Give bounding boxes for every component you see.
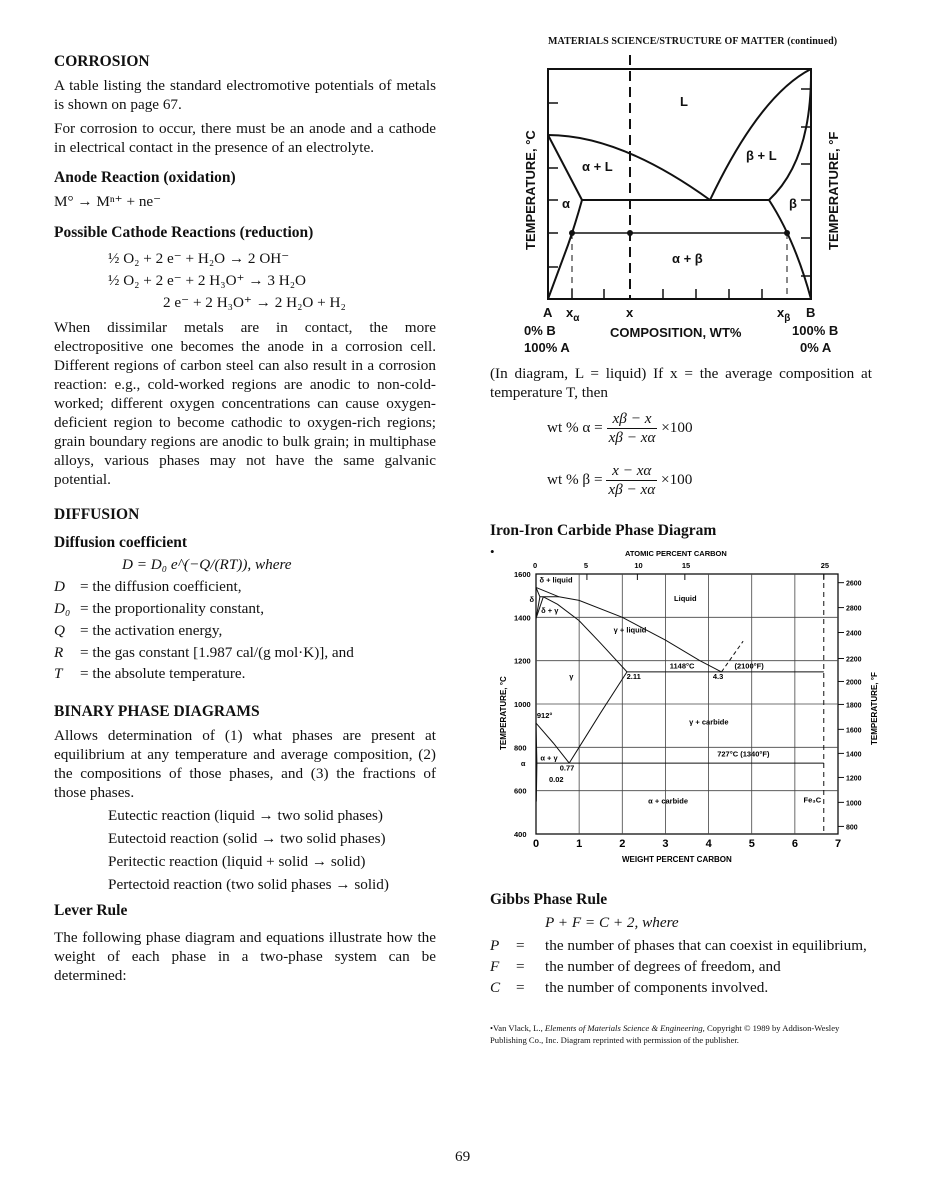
heading-cathode-reactions: Possible Cathode Reactions (reduction) <box>54 224 314 241</box>
diagram-annotation: 4.3 <box>712 672 724 682</box>
right-solvus <box>769 200 811 299</box>
y2-tick-label: 2200 <box>846 656 862 664</box>
x-tick-label: 0 <box>533 838 540 850</box>
heading-diffusion-coefficient: Diffusion coefficient <box>54 534 188 551</box>
lever-equation-beta <box>547 462 692 499</box>
def-equals: = <box>516 958 525 975</box>
eq-lhs: wt % β = <box>547 470 603 488</box>
region-label-alpha-liquid: α + L <box>582 159 613 174</box>
eq-denominator: xβ − xα <box>608 429 656 446</box>
x-axis-label: WEIGHT PERCENT CARBON <box>622 855 732 864</box>
tie-point <box>569 230 575 236</box>
lever-explanation: (In diagram, L = liquid) If x = the average composition at temperature T, then <box>490 365 872 401</box>
y2-tick-label: 1000 <box>846 800 862 808</box>
corrosion-paragraph-1: A table listing the standard electromotive potentials of metals is shown on page 67. <box>54 77 436 113</box>
heading-anode-reaction: Anode Reaction (oxidation) <box>54 169 236 186</box>
tie-point <box>784 230 790 236</box>
y-axis-label: TEMPERATURE, °C <box>499 676 508 750</box>
heading-gibbs-phase-rule: Gibbs Phase Rule <box>490 891 608 908</box>
region-label-liquid: L <box>680 94 688 109</box>
label-x: x <box>626 305 634 320</box>
footnote-book-title: Elements of Materials Science & Engineering <box>544 1023 703 1033</box>
y2-tick-label: 2400 <box>846 630 862 638</box>
y2-tick-label: 800 <box>846 824 858 832</box>
x-axis-label: COMPOSITION, WT% <box>610 325 742 340</box>
y2-tick-label: 2600 <box>846 580 862 588</box>
corrosion-paragraph-3: When dissimilar metals are in contact, the more electropositive one becomes the anode in a corrosion cell. Different regions of carbon steel can also result in a corrosion reaction: e.g., cold-worked regions are anodic to non-cold-worked; different oxygen concentrations can cause oxygen-deficient region to become cathodic to oxygen-rich regions; grain boundary regions are anodic to bulk grain; in multiphase alloys, various phases may not have the same galvanic potential. <box>54 319 436 488</box>
region-label-beta: β <box>789 196 797 211</box>
def-text: the number of phases that can coexist in equilibrium, <box>545 937 867 954</box>
footnote-bullet: • <box>490 544 495 559</box>
y-tick-label: 1400 <box>514 613 531 623</box>
left-composition-1: 0% B <box>524 323 556 338</box>
cathode-equation-1: ½ O₂ + 2 e⁻ + H₂O → 2 OH⁻ <box>108 250 290 267</box>
x-tick-label: 7 <box>835 838 842 850</box>
page-number: 69 <box>455 1148 471 1165</box>
diagram-annotation: Fe₃C <box>803 795 822 805</box>
page-header: MATERIALS SCIENCE/STRUCTURE OF MATTER (continued) <box>548 36 838 47</box>
phase-boundary-acm <box>569 672 627 763</box>
def-text: = the absolute temperature. <box>80 665 246 682</box>
diagram-annotation: α + γ <box>540 753 558 763</box>
def-symbol: P <box>490 937 500 954</box>
heading-binary-phase-diagrams: BINARY PHASE DIAGRAMS <box>54 703 260 720</box>
diagram-annotation: 0.77 <box>559 763 575 773</box>
x-tick-label: 2 <box>619 838 626 850</box>
y2-tick-label: 1800 <box>846 702 862 710</box>
x-tick-label: 6 <box>791 838 798 850</box>
diagram-annotation: Liquid <box>674 594 697 604</box>
def-text: = the proportionality constant, <box>80 600 265 617</box>
def-symbol: R <box>54 644 64 661</box>
reaction-eutectoid: Eutectoid reaction (solid → two solid phases) <box>108 830 386 847</box>
y2-tick-label: 1400 <box>846 751 862 759</box>
right-composition-2: 0% A <box>800 340 832 355</box>
left-solvus <box>548 200 582 299</box>
lever-rule-phase-diagram <box>490 40 890 360</box>
y-axis-label-celsius: TEMPERATURE, °C <box>523 130 538 250</box>
diagram-annotation: 0.02 <box>548 775 564 784</box>
x2-tick-label: 15 <box>681 561 691 570</box>
iron-carbide-phase-diagram <box>490 545 890 870</box>
x-tick-label: 4 <box>705 838 712 850</box>
def-text: = the diffusion coefficient, <box>80 578 242 595</box>
heading-corrosion: CORROSION <box>54 53 150 70</box>
x-tick-label: 1 <box>576 838 583 850</box>
footnote <box>490 1022 839 1046</box>
def-equals: = <box>516 937 525 954</box>
x2-axis-label: ATOMIC PERCENT CARBON <box>625 549 727 558</box>
axis-ticks <box>548 89 811 299</box>
def-text: = the gas constant [1.987 cal/(g mol·K)], and <box>80 644 354 661</box>
lever-paragraph: The following phase diagram and equations illustrate how the weight of each phase in a two-phase system can be determined: <box>54 929 436 984</box>
diagram-annotation: γ + carbide <box>689 717 729 727</box>
diagram-annotation: 912° <box>536 711 553 721</box>
label-b: B <box>806 305 816 320</box>
diagram-annotation: (2100°F) <box>734 661 764 671</box>
anode-equation: M° → Mⁿ⁺ + ne⁻ <box>54 193 162 210</box>
y-axis-label-fahrenheit: TEMPERATURE, °F <box>826 131 841 250</box>
def-text: the number of degrees of freedom, and <box>545 958 781 975</box>
y-tick-label: 600 <box>514 786 527 796</box>
diagram-annotation: 2.11 <box>626 672 641 682</box>
corrosion-paragraph-2: For corrosion to occur, there must be an anode and a cathode in electrical contact in the presence of an electrolyte. <box>54 120 436 156</box>
reaction-eutectic: Eutectic reaction (liquid → two solid phases) <box>108 807 383 824</box>
label-x-beta: $x_\beta$ <box>777 305 791 324</box>
y-tick-label: 800 <box>514 743 527 753</box>
diagram-annotation: 1148°C <box>669 661 695 671</box>
x-tick-label: 5 <box>748 838 755 850</box>
diagram-annotation: 727°C (1340°F) <box>717 749 770 759</box>
y2-tick-label: 2800 <box>846 605 862 613</box>
binary-paragraph: Allows determination of (1) what phases are present at equilibrium at any temperature and average composition, (2) the compositions of those phases, and (3) the fractions of those phases. <box>54 727 436 801</box>
y2-tick-label: 1200 <box>846 775 862 783</box>
diagram-annotation: δ + liquid <box>539 575 573 585</box>
diagram-annotation: α <box>520 758 526 768</box>
x2-tick-label: 10 <box>634 561 643 570</box>
def-symbol: Q <box>54 622 65 639</box>
heading-lever-rule: Lever Rule <box>54 902 128 919</box>
y-tick-label: 1000 <box>514 700 531 709</box>
def-symbol: T <box>54 665 63 682</box>
cathode-equation-3: 2 e⁻ + 2 H₃O⁺ → 2 H₂O + H₂ <box>163 294 346 311</box>
eq-denominator: xβ − xα <box>608 481 656 498</box>
heading-diffusion: DIFFUSION <box>54 506 140 523</box>
def-symbol: D <box>54 578 65 595</box>
y2-tick-label: 1600 <box>846 727 862 735</box>
diffusion-equation: D = D₀ e^(−Q/(RT)), where <box>122 556 292 573</box>
def-text: the number of components involved. <box>545 979 769 996</box>
right-liquidus <box>710 69 811 200</box>
left-composition-2: 100% A <box>524 340 570 355</box>
right-composition-1: 100% B <box>792 323 839 338</box>
diagram-annotation: δ <box>529 595 535 605</box>
diagram-annotation: α + carbide <box>648 796 689 806</box>
eq-numerator: xβ − x <box>607 410 658 429</box>
x2-tick-label: 0 <box>533 561 538 570</box>
y2-tick-label: 2000 <box>846 679 862 687</box>
diagram-annotation: γ + liquid <box>613 625 647 635</box>
x2-tick-label: 5 <box>583 561 589 570</box>
y-tick-label: 400 <box>514 830 527 839</box>
heading-iron-carbide: Iron-Iron Carbide Phase Diagram <box>490 522 717 539</box>
def-equals: = <box>516 979 525 996</box>
def-text: = the activation energy, <box>80 622 223 639</box>
region-label-beta-liquid: β + L <box>746 148 777 163</box>
eq-numerator: x − xα <box>606 462 657 481</box>
def-symbol: F <box>490 958 500 975</box>
x2-tick-label: 25 <box>820 561 830 570</box>
diagram-annotation: δ + γ <box>541 606 559 615</box>
footnote-author: •Van Vlack, L., <box>490 1023 545 1033</box>
def-symbol: D₀ <box>54 600 71 617</box>
label-a: A <box>543 305 553 320</box>
lever-equation-alpha <box>547 410 693 447</box>
y-tick-label: 1600 <box>514 570 531 579</box>
y-tick-label: 1200 <box>514 656 531 666</box>
reaction-peritectic: Peritectic reaction (liquid + solid → solid) <box>108 853 366 870</box>
y2-axis-label: TEMPERATURE, °F <box>870 672 879 745</box>
x-tick-label: 3 <box>662 838 669 850</box>
def-symbol: C <box>490 979 501 996</box>
region-label-alpha-beta: α + β <box>672 251 703 266</box>
label-x-alpha: $x_\alpha$ <box>566 305 580 324</box>
diagram-annotation: γ <box>569 672 574 682</box>
eq-lhs: wt % α = <box>547 418 603 436</box>
reaction-peritectoid: Pertectoid reaction (two solid phases → solid) <box>108 876 389 893</box>
footnote-permission: Publishing Co., Inc. Diagram reprinted with permission of the publisher. <box>490 1035 739 1045</box>
region-label-alpha: α <box>562 196 570 211</box>
eq-tail: ×100 <box>661 470 693 488</box>
eq-tail: ×100 <box>661 418 693 436</box>
cathode-equation-2: ½ O₂ + 2 e⁻ + 2 H₃O⁺ → 3 H₂O <box>108 272 306 289</box>
tie-point <box>627 230 633 236</box>
footnote-copyright: , Copyright © 1989 by Addison-Wesley <box>702 1023 840 1033</box>
gibbs-equation: P + F = C + 2, where <box>545 914 679 931</box>
